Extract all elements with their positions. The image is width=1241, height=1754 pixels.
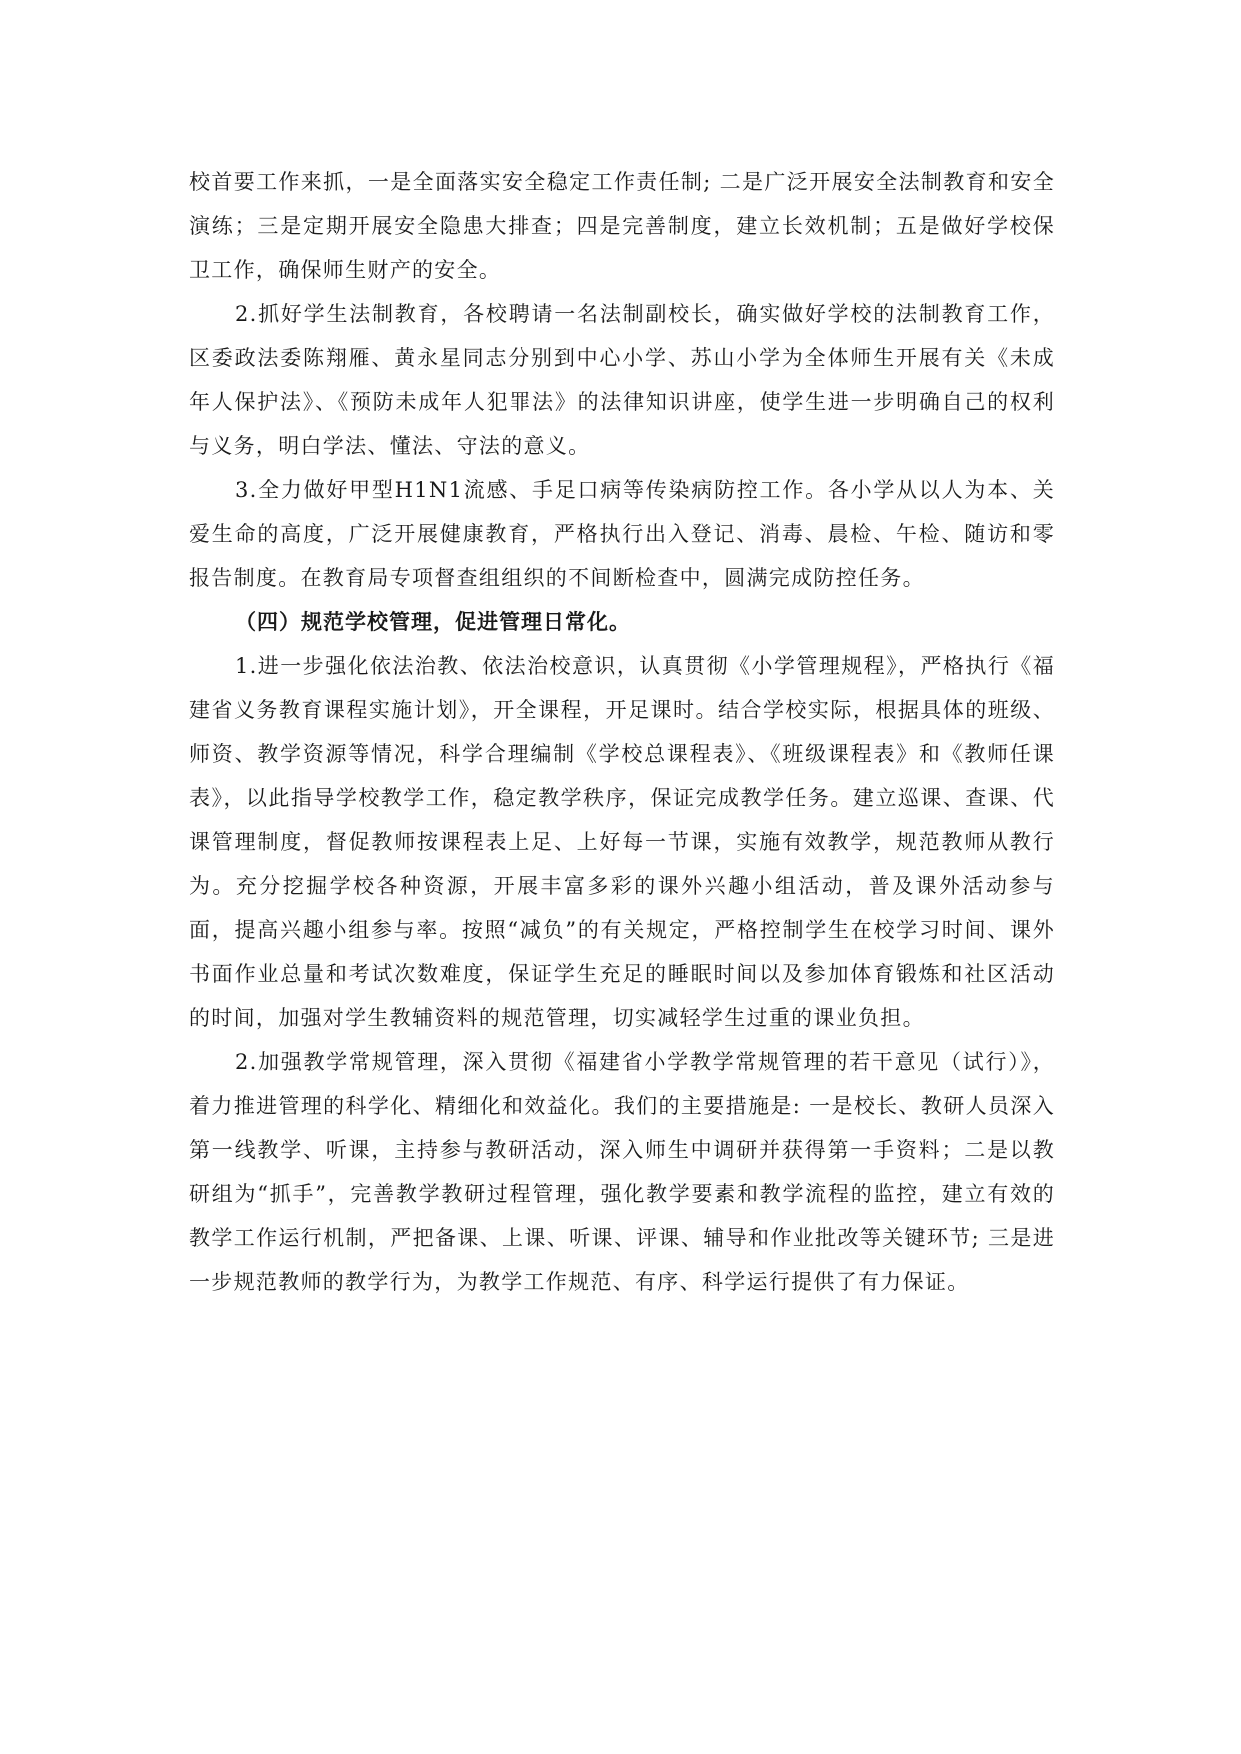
paragraph-rule-of-law-management: 1.进一步强化依法治教、依法治校意识，认真贯彻《小学管理规程》，严格执行《福建省义务教育课程实施计划》，开全课程，开足课时。结合学校实际，根据具体的班级、师资、教学资源等情况，科学合理编制《学校总课程表》、《班级课程表》和《教师任课表》，以此指导学校教学工作，稳定教学秩序，保证完成教学任务。建立巡课、查课、代课管理制度，督促教师按课程表上足、上好每一节课，实施有效教学，规范教师从教行为。充分挖掘学校各种资源，开展丰富多彩的课外兴趣小组活动，普及课外活动参与面，提高兴趣小组参与率。按照“减负”的有关规定，严格控制学生在校学习时间、课外书面作业总量和考试次数难度，保证学生充足的睡眠时间以及参加体育锻炼和社区活动的时间，加强对学生教辅资料的规范管理，切实减轻学生过重的课业负担。	[189, 654, 1055, 1030]
paragraph-safety-continued: 校首要工作来抓，一是全面落实安全稳定工作责任制; 二是广泛开展安全法制教育和安全演练；三是定期开展安全隐患大排查；四是完善制度，建立长效机制；五是做好学校保卫工作，确保师生财产的安全。	[189, 170, 1055, 282]
section-heading-school-management: （四）规范学校管理，促进管理日常化。	[235, 610, 631, 634]
document-body	[189, 160, 1055, 1304]
paragraph-legal-education: 2.抓好学生法制教育，各校聘请一名法制副校长，确实做好学校的法制教育工作，区委政法委陈翔雁、黄永星同志分别到中心小学、苏山小学为全体师生开展有关《未成年人保护法》、《预防未成年人犯罪法》的法律知识讲座，使学生进一步明确自己的权利与义务，明白学法、懂法、守法的意义。	[189, 302, 1055, 458]
paragraph-teaching-routine-management: 2.加强教学常规管理，深入贯彻《福建省小学教学常规管理的若干意见（试行）》，着力推进管理的科学化、精细化和效益化。我们的主要措施是: 一是校长、教研人员深入第一线教学、听课，主持参与教研活动，深入师生中调研并获得第一手资料；二是以教研组为“抓手”，完善教学教研过程管理，强化教学要素和教学流程的监控，建立有效的教学工作运行机制，严把备课、上课、听课、评课、辅导和作业批改等关键环节; 三是进一步规范教师的教学行为，为教学工作规范、有序、科学运行提供了有力保证。	[189, 1050, 1055, 1294]
paragraph-disease-prevention: 3.全力做好甲型H1N1流感、手足口病等传染病防控工作。各小学从以人为本、关爱生命的高度，广泛开展健康教育，严格执行出入登记、消毒、晨检、午检、随访和零报告制度。在教育局专项督查组组织的不间断检查中，圆满完成防控任务。	[189, 478, 1055, 590]
